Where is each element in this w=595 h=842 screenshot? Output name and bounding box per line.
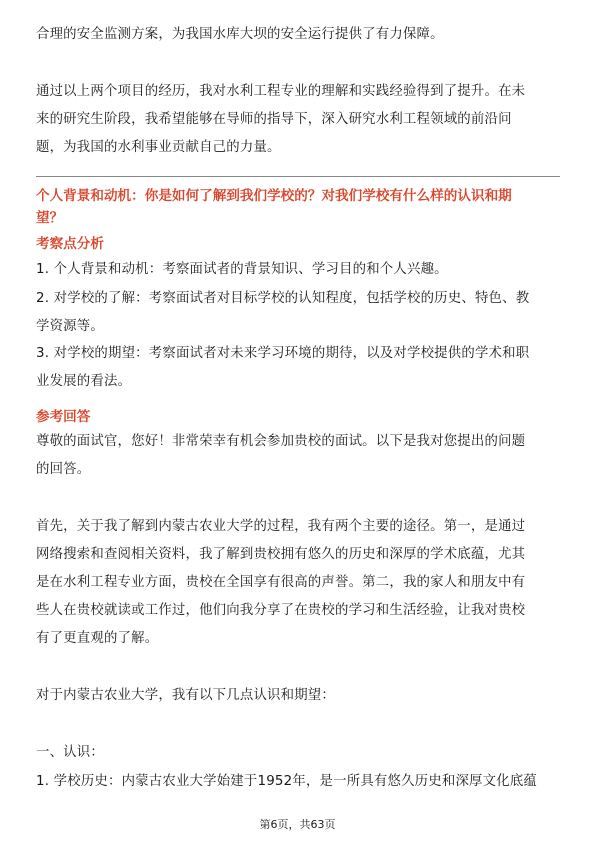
answer-heading: 参考回答	[36, 409, 91, 425]
analysis-item-1	[36, 256, 560, 284]
text-line: 合理的安全监测方案，为我国水库大坝的安全运行提供了有力保障。	[36, 27, 444, 42]
interview-question	[36, 185, 560, 229]
text-line: 1. 个人背景和动机：考察面试者的背景知识、学习目的和个人兴趣。	[36, 262, 448, 277]
text-line: 通过以上两个项目的经历，我对水利工程专业的理解和实践经验得到了提升。在未	[36, 84, 526, 99]
answer-first-paragraph	[36, 513, 560, 653]
page-number: 第6页，共63页	[259, 818, 336, 831]
text-line: 是在水利工程专业方面，贵校在全国享有很高的声誉。第二，我的家人和朋友中有	[36, 575, 526, 590]
text-line: 有了更直观的了解。	[36, 631, 159, 646]
answer-greeting	[36, 428, 560, 484]
text-line: 些人在贵校就读或工作过，他们向我分享了在贵校的学习和生活经验，让我对贵校	[36, 603, 526, 618]
analysis-item-3	[36, 340, 560, 396]
text-line: 一、认识：	[36, 745, 104, 760]
text-line: 3. 对学校的期望：考察面试者对未来学习环境的期待，以及对学校提供的学术和职	[36, 346, 530, 361]
text-line: 尊敬的面试官，您好！非常荣幸有机会参加贵校的面试。以下是我对您提出的问题	[36, 434, 526, 449]
text-line: 学资源等。	[36, 319, 104, 334]
text-line: 网络搜索和查阅相关资料，我了解到贵校拥有悠久的历史和深厚的学术底蕴，尤其	[36, 547, 526, 562]
text-line: 业发展的看法。	[36, 374, 132, 389]
section-divider	[36, 176, 560, 177]
text-line: 题，为我国的水利事业贡献自己的力量。	[36, 140, 281, 155]
intro-paragraph-1	[36, 21, 560, 49]
text-line: 的回答。	[36, 462, 91, 477]
answer-views-intro	[36, 682, 560, 710]
answer-part1-item1	[36, 768, 560, 796]
text-line: 对于内蒙古农业大学，我有以下几点认识和期望：	[36, 688, 335, 703]
question-line: 个人背景和动机：你是如何了解到我们学校的？对我们学校有什么样的认识和期	[36, 188, 512, 204]
analysis-heading: 考察点分析	[36, 236, 104, 252]
question-line: 望？	[36, 210, 64, 226]
analysis-item-2	[36, 285, 560, 341]
text-line: 2. 对学校的了解：考察面试者对目标学校的认知程度，包括学校的历史、特色、教	[36, 291, 530, 306]
text-line: 来的研究生阶段，我希望能够在导师的指导下，深入研究水利工程领域的前沿问	[36, 112, 512, 127]
text-line: 首先，关于我了解到内蒙古农业大学的过程，我有两个主要的途径。第一，是通过	[36, 519, 526, 534]
answer-part1-title	[36, 739, 560, 767]
text-line: 1. 学校历史：内蒙古农业大学始建于1952年，是一所具有悠久历史和深厚文化底蕴	[36, 774, 537, 789]
intro-paragraph-2	[36, 78, 560, 162]
